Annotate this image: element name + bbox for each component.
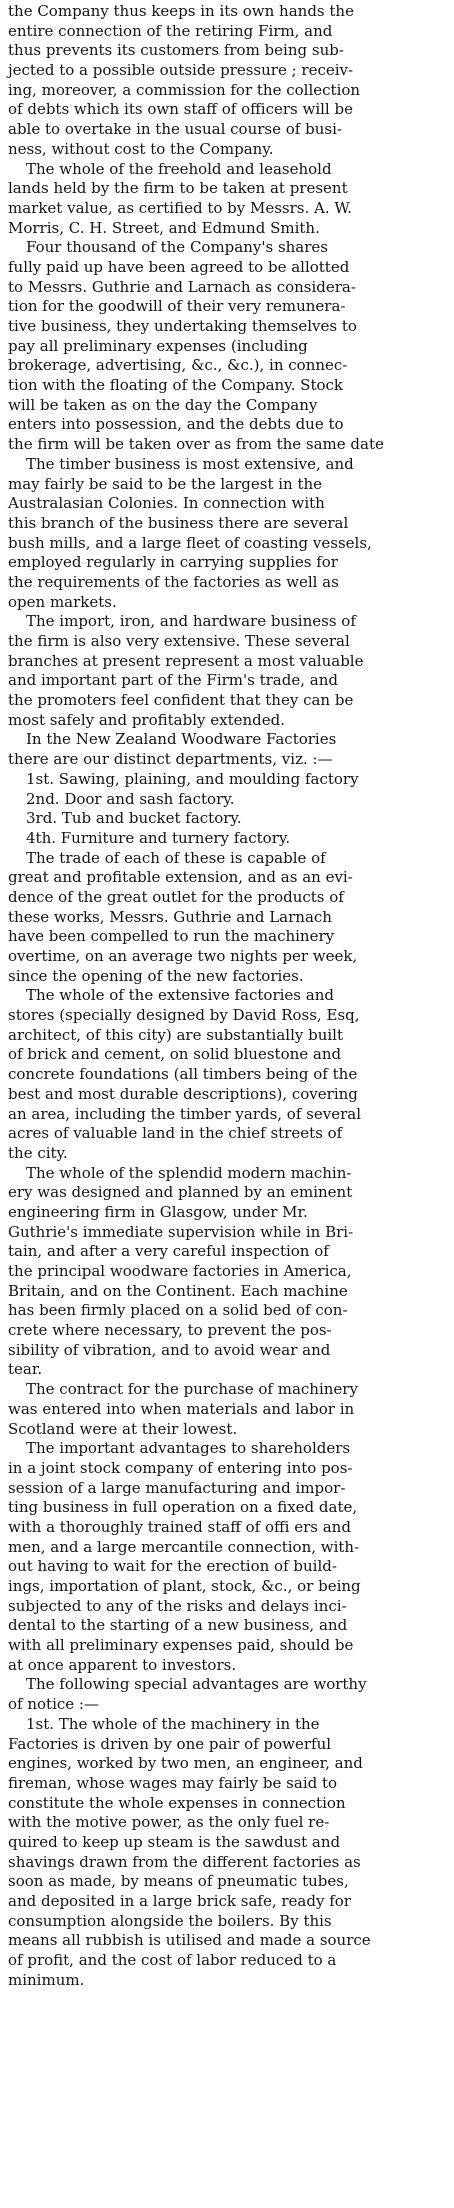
text-line: with the motive power, as the only fuel re- <box>8 1813 330 1832</box>
text-line: bush mills, and a large fleet of coasting vessels, <box>8 533 372 552</box>
text-line: jected to a possible outside pressure ; receiv- <box>8 61 354 80</box>
text-line: acres of valuable land in the chief streets of <box>8 1124 343 1143</box>
text-line: tain, and after a very careful inspection of <box>8 1242 329 1261</box>
text-line: of profit, and the cost of labor reduced to a <box>8 1951 337 1970</box>
text-line: shavings drawn from the different factories as <box>8 1852 361 1871</box>
text-line: sibility of vibration, and to avoid wear and <box>8 1340 331 1359</box>
text-line: fireman, whose wages may fairly be said to <box>8 1773 338 1792</box>
text-line: entire connection of the retiring Firm, and <box>8 21 333 40</box>
text-line: the promoters feel confident that they can be <box>8 691 354 710</box>
text-line: have been compelled to run the machinery <box>8 927 335 946</box>
text-line: quired to keep up steam is the sawdust and <box>8 1832 341 1851</box>
text-line: at once apparent to investors. <box>8 1655 237 1674</box>
text-line: thus prevents its customers from being sub- <box>8 41 344 60</box>
text-line: The whole of the extensive factories and <box>26 986 334 1005</box>
text-line: The contract for the purchase of machinery <box>26 1380 358 1399</box>
text-line: was entered into when materials and labor in <box>8 1399 355 1418</box>
text-line: Guthrie's immediate supervision while in Bri- <box>8 1222 354 1241</box>
text-line: dental to the starting of a new business, and <box>8 1616 348 1635</box>
text-line: engines, worked by two men, an engineer, and <box>8 1754 363 1773</box>
text-line: stores (specially designed by David Ross, Esq, <box>8 1006 360 1025</box>
text-line: 2nd. Door and sash factory. <box>26 789 235 808</box>
text-line: great and profitable extension, and as an evi- <box>8 868 353 887</box>
text-line: ting business in full operation on a fixed date, <box>8 1498 358 1517</box>
text-line: lands held by the firm to be taken at present <box>8 179 348 198</box>
text-line: branches at present represent a most valuable <box>8 651 364 670</box>
text-line: with all preliminary expenses paid, should be <box>8 1636 354 1655</box>
text-line: in a joint stock company of entering into pos- <box>8 1458 353 1477</box>
text-line: men, and a large mercantile connection, with- <box>8 1537 360 1556</box>
text-line: The whole of the freehold and leasehold <box>26 159 332 178</box>
text-line: In the New Zealand Woodware Factories <box>26 730 337 749</box>
text-line: best and most durable descriptions), covering <box>8 1084 358 1103</box>
text-line: the firm is also very extensive. These several <box>8 632 350 650</box>
text-line: tion for the goodwill of their very remunera- <box>8 297 346 316</box>
text-line: minimum. <box>8 1970 85 1989</box>
text-line: Morris, C. H. Street, and Edmund Smith. <box>8 218 320 237</box>
text-line: subjected to any of the risks and delays inci- <box>8 1596 347 1615</box>
text-line: has been firmly placed on a solid bed of con- <box>8 1301 348 1320</box>
text-line: ing, moreover, a commission for the collection <box>8 80 361 99</box>
text-line: fully paid up have been agreed to be allotted <box>8 257 350 276</box>
text-line: ery was designed and planned by an eminent <box>8 1183 353 1202</box>
text-line: The important advantages to shareholders <box>26 1439 351 1458</box>
text-line: concrete foundations (all timbers being of the <box>8 1065 358 1084</box>
text-line: session of a large manufacturing and impor- <box>8 1478 346 1497</box>
text-line: crete where necessary, to prevent the pos- <box>8 1321 332 1340</box>
text-line: Britain, and on the Continent. Each machine <box>8 1281 348 1300</box>
text-line: and important part of the Firm's trade, and <box>8 671 338 690</box>
text-line: The timber business is most extensive, and <box>26 454 354 473</box>
text-line: to Messrs. Guthrie and Larnach as considera- <box>8 277 356 296</box>
text-line: tion with the floating of the Company. Stock <box>8 376 344 395</box>
text-line: overtime, on an average two nights per week, <box>8 947 358 965</box>
text-line: tive business, they undertaking themselves to <box>8 317 357 335</box>
text-line: architect, of this city) are substantially built <box>8 1025 344 1044</box>
text-line: ings, importation of plant, stock, &c., or being <box>8 1577 361 1595</box>
text-line: Australasian Colonies. In connection with <box>8 494 325 513</box>
text-line: 4th. Furniture and turnery factory. <box>26 828 291 847</box>
text-line: of notice :— <box>8 1695 99 1714</box>
text-line: dence of the great outlet for the products of <box>8 887 344 906</box>
text-line: there are our distinct departments, viz. :— <box>8 750 333 769</box>
text-line: able to overtake in the usual course of busi- <box>8 120 342 139</box>
text-line: brokerage, advertising, &c., &c.), in connec- <box>8 356 348 375</box>
text-line: The trade of each of these is capable of <box>26 848 326 867</box>
text-line: and deposited in a large brick safe, ready for <box>8 1892 351 1910</box>
text-line: Factories is driven by one pair of powerful <box>8 1734 332 1753</box>
text-line: The whole of the splendid modern machin- <box>26 1163 352 1182</box>
text-line: this branch of the business there are several <box>8 513 349 532</box>
text-line: tear. <box>8 1360 43 1379</box>
text-line: of debts which its own staff of officers will be <box>8 100 353 119</box>
text-line: 1st. The whole of the machinery in the <box>26 1714 320 1733</box>
text-line: The import, iron, and hardware business of <box>26 612 356 631</box>
text-line: Four thousand of the Company's shares <box>26 238 328 257</box>
text-line: the requirements of the factories as well as <box>8 572 339 591</box>
text-line: the firm will be taken over as from the same date <box>8 435 384 454</box>
text-line: with a thoroughly trained staff of offi ers and <box>8 1517 351 1536</box>
text-line: will be taken as on the day the Company <box>8 395 318 414</box>
text-line: since the opening of the new factories. <box>8 966 304 985</box>
text-line: 1st. Sawing, plaining, and moulding factory <box>26 769 359 788</box>
text-line: means all rubbish is utilised and made a source <box>8 1931 371 1950</box>
text-line: out having to wait for the erection of build- <box>8 1557 337 1576</box>
text-line: an area, including the timber yards, of several <box>8 1104 361 1123</box>
text-line: may fairly be said to be the largest in the <box>8 474 323 493</box>
text-line: consumption alongside the boilers. By this <box>8 1911 332 1930</box>
text-line: most safely and profitably extended. <box>8 710 286 729</box>
text-line: ness, without cost to the Company. <box>8 139 274 158</box>
text-line: open markets. <box>8 592 117 611</box>
text-line: constitute the whole expenses in connection <box>8 1793 346 1812</box>
text-line: pay all preliminary expenses (including <box>8 336 308 355</box>
text-line: The following special advantages are worthy <box>26 1675 367 1694</box>
text-line: Scotland were at their lowest. <box>8 1419 238 1438</box>
text-line: the city. <box>8 1143 68 1162</box>
text-line: soon as made, by means of pneumatic tubes, <box>8 1872 349 1891</box>
text-line: the principal woodware factories in America, <box>8 1262 352 1280</box>
text-line: these works, Messrs. Guthrie and Larnach <box>8 907 332 926</box>
text-line: the Company thus keeps in its own hands the <box>8 2 354 20</box>
text-line: market value, as certified to by Messrs. A. W. <box>8 198 352 217</box>
text-line: 3rd. Tub and bucket factory. <box>26 809 242 828</box>
text-line: employed regularly in carrying supplies for <box>8 553 338 572</box>
text-line: of brick and cement, on solid bluestone and <box>8 1045 342 1064</box>
text-line: engineering firm in Glasgow, under Mr. <box>8 1202 308 1221</box>
text-line: enters into possession, and the debts due to <box>8 415 344 434</box>
